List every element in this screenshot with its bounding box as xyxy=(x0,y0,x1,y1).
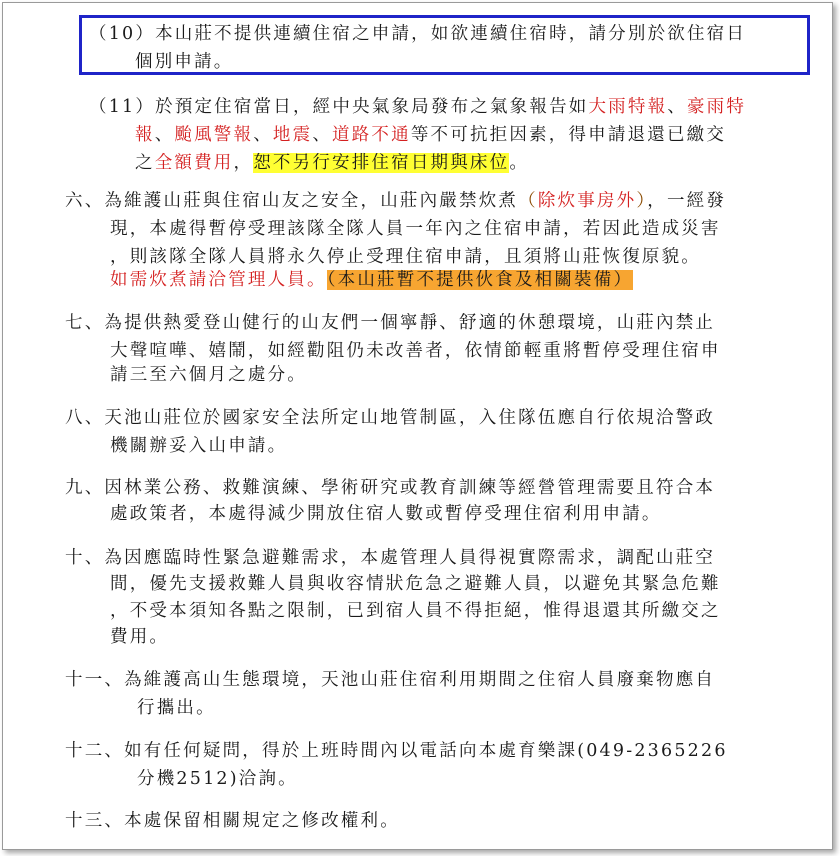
document-page xyxy=(2,2,833,850)
rule-10-line-2: 個別申請。 xyxy=(135,52,234,72)
rule-7-line-1: 七、為提供熱愛登山健行的山友們一個寧靜、舒適的休憩環境，山莊內禁止 xyxy=(65,313,716,333)
rule-8-line-2: 機關辦妥入山申請。 xyxy=(110,436,288,456)
rule-9-line-2: 處政策者，本處得減少開放住宿人數或暫停受理住宿利用申請。 xyxy=(110,504,662,524)
no-rebooking-note: 恕不另行安排住宿日期與床位 xyxy=(253,153,510,173)
rule-11b-line-1: 十一、為維護高山生態環境，天池山莊住宿利用期間之住宿人員廢棄物應自 xyxy=(65,670,716,690)
rule-11-line-1: （11）於預定住宿當日，經中央氣象局發布之氣象報告如大雨特報、豪雨特 xyxy=(89,97,747,117)
rule-12-line-1: 十二、如有任何疑問，得於上班時間內以電話向本處育樂課(049-2365226 xyxy=(65,741,728,761)
rule-6-line-4 xyxy=(110,265,633,295)
rule-8-line-1: 八、天池山莊位於國家安全法所定山地管制區，入住隊伍應自行依規洽警政 xyxy=(65,408,716,428)
earthquake: 地震 xyxy=(272,125,313,145)
road-closed: 道路不通 xyxy=(332,125,411,145)
rule-7-line-2: 大聲喧嘩、嬉鬧，如經勸阻仍未改善者，依情節輕重將暫停受理住宿申 xyxy=(110,341,721,361)
rule-6-line-2: 現，本處得暫停受理該隊全隊人員一年內之住宿申請，若因此造成災害 xyxy=(110,219,721,239)
rule-11b-line-2: 行攜出。 xyxy=(137,698,216,718)
rule-13-line-1: 十三、本處保留相關規定之修改權利。 xyxy=(65,811,400,831)
except-kitchen: 除炊事房外 xyxy=(537,191,637,211)
rule-9-line-1: 九、因林業公務、救難演練、學術研究或教育訓練等經營管理需要且符合本 xyxy=(65,478,716,498)
heavy-rain-warning: 大雨特報 xyxy=(588,97,668,117)
rule-6-line-1: 六、為維護山莊與住宿山友之安全，山莊內嚴禁炊煮（除炊事房外），一經發 xyxy=(65,191,727,211)
rule-10b-line-2: 間，優先支援救難人員與收容情狀危急之避難人員，以避免其緊急危難 xyxy=(110,574,721,594)
rule-10b-line-3: ，不受本須知各點之限制，已到宿人員不得拒絕，惟得退還其所繳交之 xyxy=(110,601,721,621)
rule-10b-line-1: 十、為因應臨時性緊急避難需求，本處管理人員得視實際需求，調配山莊空 xyxy=(65,548,716,568)
typhoon-warning: 颱風警報 xyxy=(174,125,254,145)
no-meals-note: （本山莊暫不提供伙食及相關裝備） xyxy=(326,270,634,290)
full-refund: 全額費用 xyxy=(154,153,234,173)
torrential-rain: 豪雨特 xyxy=(686,97,747,117)
rule-11-line-2: 報、颱風警報、地震、道路不通等不可抗拒因素，得申請退還已繳交 xyxy=(135,125,727,145)
cooking-contact-note: 如需炊煮請洽管理人員。 xyxy=(110,270,327,290)
rule-10-line-1: （10）本山莊不提供連續住宿之申請，如欲連續住宿時，請分別於欲住宿日 xyxy=(89,24,747,44)
rule-7-line-3: 請三至六個月之處分。 xyxy=(110,365,307,385)
rule-6-line-3: ，則該隊全隊人員將永久停止受理住宿申請，且須將山莊恢復原貌。 xyxy=(110,247,701,267)
rule-12-line-2: 分機2512)洽詢。 xyxy=(137,769,298,789)
rule-10b-line-4: 費用。 xyxy=(110,627,170,647)
rule-11-line-3: 之全額費用，恕不另行安排住宿日期與床位。 xyxy=(135,153,530,173)
